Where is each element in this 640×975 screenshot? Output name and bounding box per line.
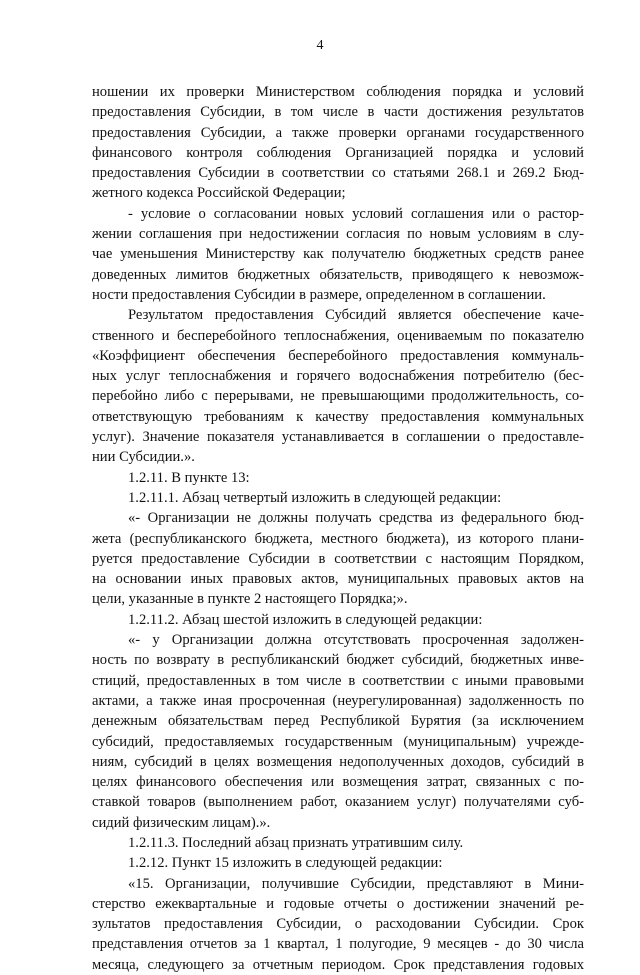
page-number: 4 [316,38,324,53]
text-line: предоставления Субсидии, а также проверки органами государственного [92,124,584,141]
text-line: жета (республиканского бюджета, местного бюджета), из которого плани- [92,530,584,547]
text-line: стерство ежеквартальные и годовые отчеты о достижении значений ре- [92,895,584,912]
text-line: ности предоставления Субсидии в размере, определенном в соглашении. [92,286,546,303]
text-line: нии Субсидии.». [92,449,195,466]
text-line: ставкой товаров (выполнением работ, оказанием услуг) получателями суб- [92,794,584,811]
text-line: доведенных лимитов бюджетных обязательств, приводящего к невозмож- [92,266,584,283]
text-line: ных услуг теплоснабжения и горячего водоснабжения потребителю (бес- [92,368,584,385]
text-line: жении соглашения при недостижении согласия по новым условиям в слу- [92,226,584,243]
text-line: финансового контроля соблюдения Организацией порядка и условий [92,144,584,161]
text-line: 1.2.11.1. Абзац четвертый изложить в следующей редакции: [128,489,502,506]
text-line: цели, указанные в пункте 2 настоящего Порядка;». [92,591,408,608]
text-line: «- Организации не должны получать средства из федерального бюд- [128,510,584,527]
text-line: 1.2.11.3. Последний абзац признать утратившим силу. [128,834,464,851]
text-line: на основании иных правовых актов, муниципальных правовых актов на [92,571,584,588]
text-line: целях финансового обеспечения или возмещения затрат, связанных с по- [92,774,584,791]
text-line: ственного и бесперебойного теплоснабжения, оцениваемым по показателю [92,327,584,344]
text-line: 1.2.11. В пункте 13: [128,469,250,486]
text-line: предоставления Субсидии, в том числе в части достижения результатов [92,104,584,121]
text-line: услуг). Значение показателя устанавливается в соглашении о предоставле- [92,429,584,446]
text-line: ность по возврату в республиканский бюджет субсидий, бюджетных инве- [92,652,584,669]
text-line: 1.2.11.2. Абзац шестой изложить в следующей редакции: [128,611,483,628]
text-line: сидий физическим лицам).». [92,814,271,831]
text-line: 1.2.12. Пункт 15 изложить в следующей редакции: [128,855,443,872]
text-line: перебойно либо с перерывами, не превышающими продолжительность, со- [92,388,584,405]
text-line: ответствующую требованиям к качеству предоставления коммунальных [92,408,584,425]
text-line: стиций, предоставленных в том числе в соответствии с иными правовыми [92,672,584,689]
text-line: ношении их проверки Министерством соблюдения порядка и условий [92,84,584,100]
text-line: ниям, субсидий в целях возмещения недополученных доходов, субсидий в [92,753,584,770]
text-line: «- у Организации должна отсутствовать просроченная задолжен- [128,632,584,649]
text-line: субсидий, предоставляемых государственным (муниципальным) учрежде- [92,733,584,750]
text-line: предоставления Субсидии в соответствии со статьями 268.1 и 269.2 Бюд- [92,165,584,182]
text-line: месяца, следующего за отчетным периодом. Срок представления годовых [92,956,584,973]
text-line: денежным обязательствам перед Республикой Бурятия (за исключением [92,713,584,730]
text-line: «15. Организации, получившие Субсидии, представляют в Мини- [128,875,584,892]
text-line: зультатов предоставления Субсидии, о расходовании Субсидии. Срок [92,916,584,933]
text-line: актами, а также иная просроченная (неурегулированная) задолженность по [92,692,584,709]
text-line: - условие о согласовании новых условий соглашения или о растор- [128,205,584,222]
text-line: Результатом предоставления Субсидий является обеспечение каче- [128,307,584,324]
text-line: «Коэффициент обеспечения бесперебойного предоставления коммуналь- [92,347,584,364]
document-body [92,82,584,975]
text-line: руется предоставление Субсидии в соответствии с настоящим Порядком, [92,550,584,567]
text-line: чае уменьшения Министерству как получателю бюджетных средств ранее [92,246,584,263]
text-line: жетного кодекса Российской Федерации; [92,185,346,202]
text-line: представления отчетов за 1 квартал, 1 полугодие, 9 месяцев - до 30 числа [92,936,584,953]
